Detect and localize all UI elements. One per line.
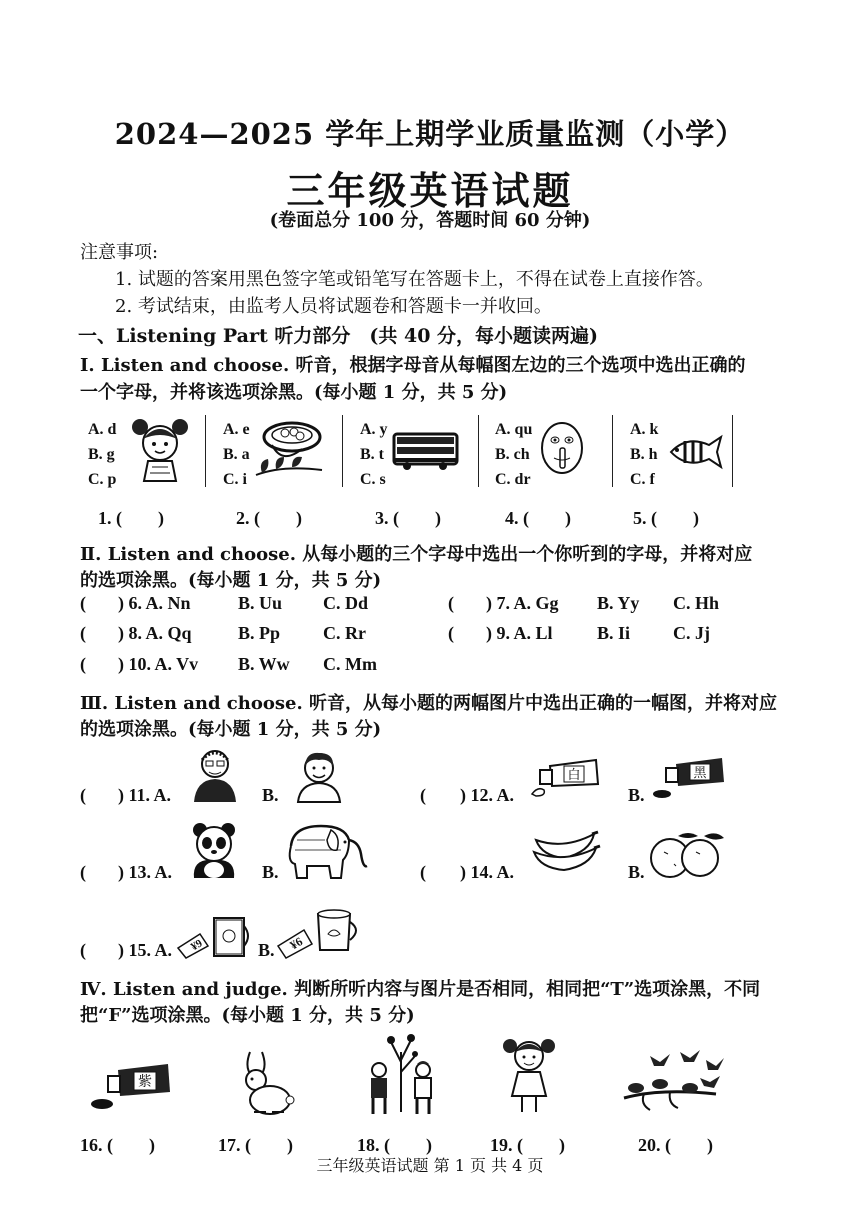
q13-paren[interactable]: ( [80, 862, 86, 882]
grandpa-icon[interactable] [188, 746, 242, 802]
q5-option-c[interactable]: C. f [630, 471, 655, 488]
q12-option-b[interactable]: B. [628, 785, 645, 805]
q12-option-a[interactable]: ) 12. A. [460, 785, 514, 805]
answer-blank-4[interactable]: 4. ( ) [505, 508, 571, 528]
q3-option-c[interactable]: C. s [360, 471, 386, 488]
q5-option-a[interactable]: A. k [630, 421, 659, 438]
tube-purple-label: 紫 [138, 1074, 152, 1090]
section4-instruction-2: 把“F”选项涂黑。(每小题 1 分，共 5 分) [80, 1005, 415, 1026]
answer-blank-17[interactable]: 17. ( ) [218, 1135, 293, 1155]
answer-blank-5[interactable]: 5. ( ) [633, 508, 699, 528]
q7-option-b[interactable]: B. Yy [597, 593, 640, 613]
q2-option-c[interactable]: C. i [223, 471, 247, 488]
tube-black-label: 黑 [693, 766, 707, 781]
q10-option-a[interactable]: ) 10. A. Vv [118, 654, 199, 674]
q6-option-c[interactable]: C. Dd [323, 593, 369, 613]
girl-icon [130, 415, 190, 487]
price-tag-9: ¥9 [189, 937, 205, 954]
page-footer: 三年级英语试题 第 1 页 共 4 页 [316, 1156, 544, 1175]
q2-option-a[interactable]: A. e [223, 421, 250, 438]
section2-instruction-1: Ⅱ. Listen and choose. 从每小题的三个字母中选出一个你听到的字母，并将对应 [80, 544, 753, 565]
answer-blank-3[interactable]: 3. ( ) [375, 508, 441, 528]
q11-option-a[interactable]: ) 11. A. [118, 785, 172, 805]
children-planting-tree-icon [365, 1032, 437, 1116]
part-heading: 一、Listening Part 听力部分 (共 40 分，每小题读两遍) [78, 325, 599, 347]
q6-paren[interactable]: ( [80, 593, 86, 613]
q1-option-a[interactable]: A. d [88, 421, 117, 438]
q14-option-a[interactable]: ) 14. A. [460, 862, 514, 882]
section1-instruction-1: Ⅰ. Listen and choose. 听音，根据字母音从每幅图左边的三个选项中选出正确的 [80, 355, 746, 376]
q10-option-b[interactable]: B. Ww [238, 654, 290, 674]
answer-blank-20[interactable]: 20. ( ) [638, 1135, 713, 1155]
boy-icon[interactable] [294, 750, 344, 802]
q4-option-c[interactable]: C. dr [495, 471, 531, 488]
q3-option-b[interactable]: B. t [360, 446, 384, 463]
exam-subject-title: 三年级英语试题 [286, 168, 574, 213]
answer-blank-18[interactable]: 18. ( ) [357, 1135, 432, 1155]
q8-option-b[interactable]: B. Pp [238, 623, 281, 643]
bananas-icon[interactable] [528, 830, 600, 876]
purple-paint-tube-icon [90, 1062, 174, 1110]
notes-heading: 注意事项: [80, 242, 159, 263]
q10-paren[interactable]: ( [80, 654, 86, 674]
q4-option-a[interactable]: A. qu [495, 421, 533, 438]
q9-option-a[interactable]: ) 9. A. Ll [486, 623, 553, 643]
q10-option-c[interactable]: C. Mm [323, 654, 377, 674]
q7-option-c[interactable]: C. Hh [673, 593, 720, 613]
elephant-icon[interactable] [285, 820, 369, 880]
tube-white-label: 白 [567, 768, 581, 783]
q4-option-b[interactable]: B. ch [495, 446, 530, 463]
section3-instruction-2: 的选项涂黑。(每小题 1 分，共 5 分) [80, 719, 382, 740]
answer-blank-2[interactable]: 2. ( ) [236, 508, 302, 528]
nest-icon [252, 415, 324, 485]
q6-option-b[interactable]: B. Uu [238, 593, 283, 613]
exam-time-note: (卷面总分 100 分，答题时间 60 分钟) [269, 210, 591, 231]
quiet-face-icon [538, 420, 586, 482]
q11-paren[interactable]: ( [80, 785, 86, 805]
q15-option-b[interactable]: B. [258, 940, 275, 960]
panda-icon[interactable] [188, 822, 242, 880]
separator [732, 415, 733, 487]
q13-option-b[interactable]: B. [262, 862, 279, 882]
q7-option-a[interactable]: ) 7. A. Gg [486, 593, 559, 613]
girl-standing-icon [500, 1034, 558, 1116]
q14-paren[interactable]: ( [420, 862, 426, 882]
q3-option-a[interactable]: A. y [360, 421, 388, 438]
cup-price-9-icon[interactable] [176, 912, 252, 960]
cup-price-6-icon[interactable] [276, 904, 364, 960]
separator [478, 415, 479, 487]
section4-instruction-1: Ⅳ. Listen and judge. 判断所听内容与图片是否相同，相同把“T”选项涂黑，不同 [80, 979, 761, 1000]
q1-option-b[interactable]: B. g [88, 446, 115, 463]
bus-icon [393, 432, 459, 472]
q8-option-a[interactable]: ) 8. A. Qq [118, 623, 192, 643]
q7-paren[interactable]: ( [448, 593, 454, 613]
birds-on-branch-icon [620, 1048, 726, 1114]
exam-title: 2024—2025 学年上期学业质量监测（小学） [114, 117, 746, 151]
q6-option-a[interactable]: ) 6. A. Nn [118, 593, 191, 613]
answer-blank-16[interactable]: 16. ( ) [80, 1135, 155, 1155]
q15-option-a[interactable]: ) 15. A. [118, 940, 172, 960]
notes-item-1: 1. 试题的答案用黑色签字笔或铅笔写在答题卡上，不得在试卷上直接作答。 [115, 269, 714, 290]
section3-instruction-1: Ⅲ. Listen and choose. 听音，从每小题的两幅图片中选出正确的一幅图，并将对应 [80, 693, 777, 714]
oranges-icon[interactable] [648, 828, 728, 880]
white-paint-tube-icon[interactable] [530, 758, 606, 798]
rabbit-icon [238, 1050, 296, 1116]
answer-blank-1[interactable]: 1. ( ) [98, 508, 164, 528]
q9-option-b[interactable]: B. Ii [597, 623, 631, 643]
separator [205, 415, 206, 487]
q1-option-c[interactable]: C. p [88, 471, 117, 488]
q12-paren[interactable]: ( [420, 785, 426, 805]
q11-option-b[interactable]: B. [262, 785, 279, 805]
q14-option-b[interactable]: B. [628, 862, 645, 882]
q13-option-a[interactable]: ) 13. A. [118, 862, 172, 882]
q8-paren[interactable]: ( [80, 623, 86, 643]
q8-option-c[interactable]: C. Rr [323, 623, 366, 643]
notes-item-2: 2. 考试结束，由监考人员将试题卷和答题卡一并收回。 [115, 296, 552, 317]
separator [612, 415, 613, 487]
answer-blank-19[interactable]: 19. ( ) [490, 1135, 565, 1155]
section1-instruction-2: 一个字母，并将该选项涂黑。(每小题 1 分，共 5 分) [80, 382, 508, 403]
q5-option-b[interactable]: B. h [630, 446, 658, 463]
price-tag-6: ¥6 [287, 934, 305, 953]
black-paint-tube-icon[interactable] [652, 756, 728, 800]
q2-option-b[interactable]: B. a [223, 446, 250, 463]
separator [342, 415, 343, 487]
q15-paren[interactable]: ( [80, 940, 86, 960]
section2-instruction-2: 的选项涂黑。(每小题 1 分，共 5 分) [80, 570, 382, 591]
fish-icon [665, 433, 723, 471]
q9-paren[interactable]: ( [448, 623, 454, 643]
q9-option-c[interactable]: C. Jj [673, 623, 710, 643]
